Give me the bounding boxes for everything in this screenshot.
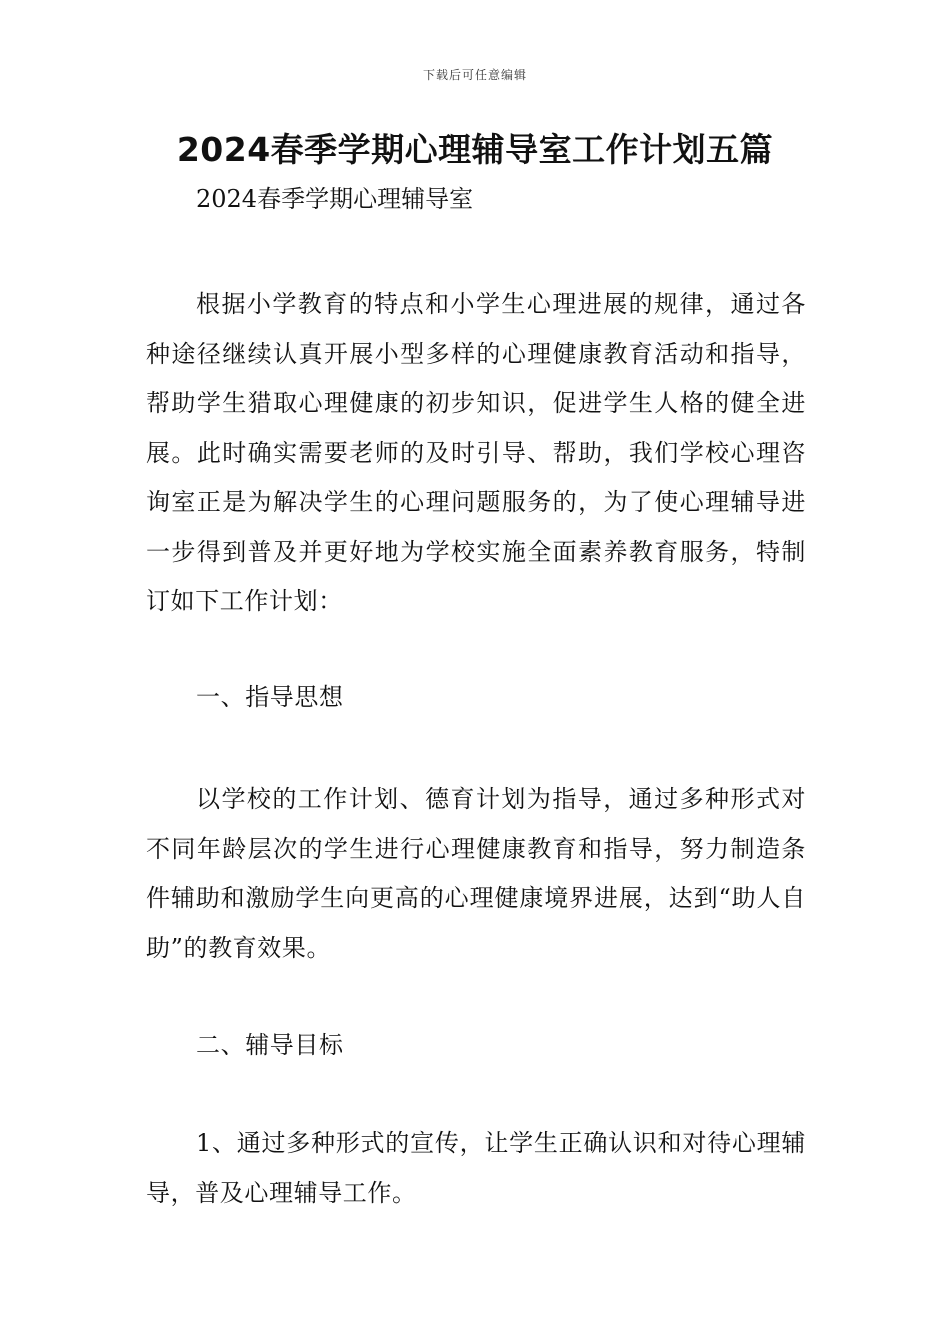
guiding-ideology-paragraph: 以学校的工作计划、德育计划为指导，通过多种形式对不同年龄层次的学生进行心理健康教育和指导，努力制造条件辅助和激励学生向更高的心理健康境界进展，达到“助人自助”的教育效果。 (146, 785, 806, 962)
section-heading-counseling-goals: 二、辅导目标 (196, 1031, 344, 1059)
section-heading-guiding-ideology: 一、指导思想 (196, 683, 344, 711)
document-subtitle: 2024春季学期心理辅导室 (196, 185, 474, 213)
counseling-goal-item-1: 1、通过多种形式的宣传，让学生正确认识和对待心理辅导，普及心理辅导工作。 (146, 1129, 806, 1207)
document-title: 2024春季学期心理辅导室工作计划五篇 (176, 130, 774, 169)
intro-paragraph: 根据小学教育的特点和小学生心理进展的规律，通过各种途径继续认真开展小型多样的心理健康教育活动和指导，帮助学生猎取心理健康的初步知识，促进学生人格的健全进展。此时确实需要老师的及时引导、帮助，我们学校心理咨询室正是为解决学生的心理问题服务的，为了使心理辅导进一步得到普及并更好地为学校实施全面素养教育服务，特制订如下工作计划： (146, 290, 806, 615)
header-note: 下载后可任意编辑 (422, 68, 527, 82)
